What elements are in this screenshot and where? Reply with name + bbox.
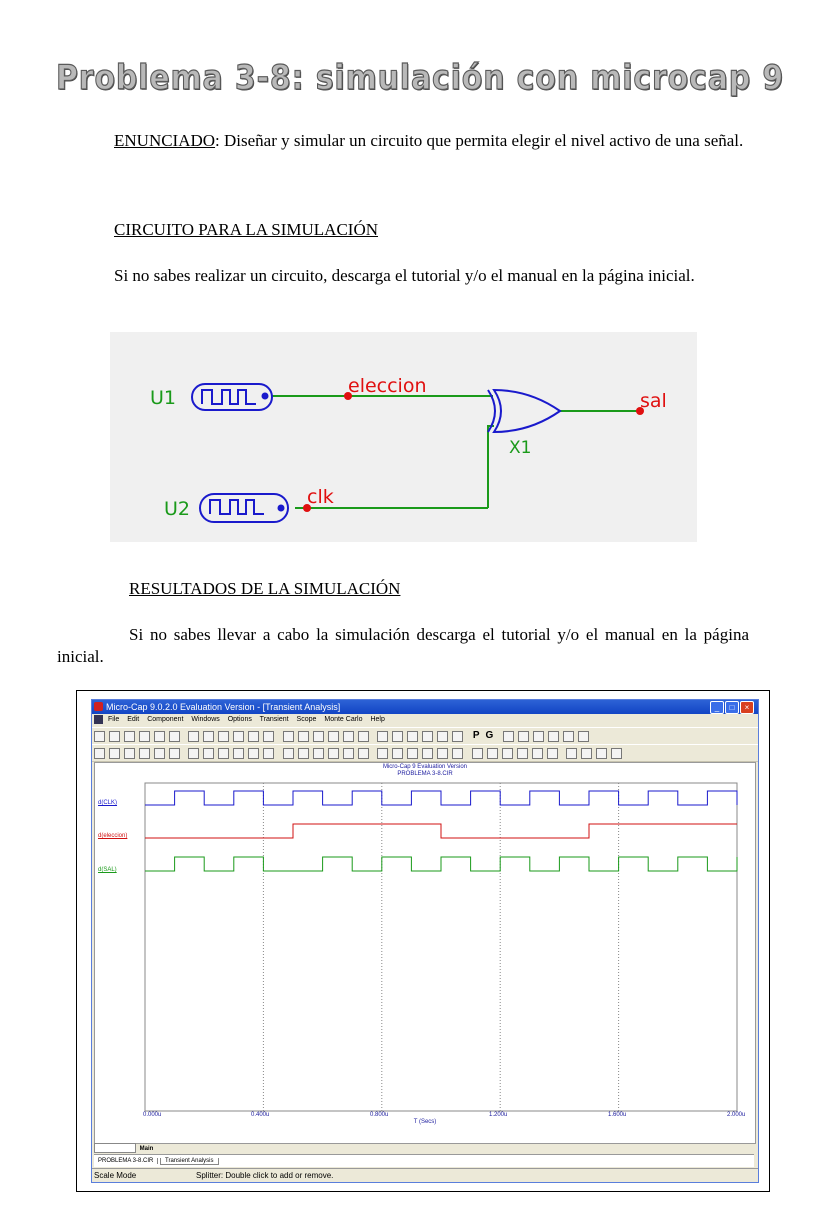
save-icon[interactable]	[124, 731, 135, 742]
wave-d-icon[interactable]	[472, 748, 483, 759]
x-tick-2: 0.800u	[370, 1112, 389, 1118]
save-all-icon[interactable]	[139, 731, 150, 742]
text-icon[interactable]	[169, 748, 180, 759]
schematic-svg	[110, 332, 697, 542]
trace-label-eleccion[interactable]: d(eleccion)	[98, 833, 128, 839]
enunciado-label: ENUNCIADO	[114, 131, 216, 150]
open-icon[interactable]	[109, 731, 120, 742]
waveform-chart	[95, 763, 755, 1143]
line-icon[interactable]	[233, 748, 244, 759]
scale-icon[interactable]	[124, 748, 135, 759]
menu-options[interactable]: Options	[227, 716, 252, 723]
print-icon[interactable]	[154, 731, 165, 742]
menu-scope[interactable]: Scope	[296, 716, 317, 723]
peak-icon[interactable]	[298, 748, 309, 759]
run-icon[interactable]	[188, 748, 199, 759]
toolbar-p-button[interactable]: P	[472, 730, 480, 741]
document-tabs	[94, 1154, 754, 1167]
trace-deleccion[interactable]	[145, 824, 737, 838]
tool-f-icon[interactable]	[578, 731, 589, 742]
flip-icon[interactable]	[298, 731, 309, 742]
enunciado-text: : Diseñar y simular un circuito que permita elegir el nivel activo de una señal.	[215, 131, 744, 150]
u1-source	[192, 384, 272, 410]
menu-file[interactable]: File	[107, 716, 120, 723]
right-icon[interactable]	[407, 748, 418, 759]
slope-icon[interactable]	[377, 748, 388, 759]
status-mode: Scale Mode	[94, 1171, 137, 1180]
resultados-paragraph	[57, 624, 749, 668]
toolbar-1	[92, 727, 758, 745]
close-button[interactable]: ×	[740, 701, 754, 714]
x-tick-1: 0.400u	[251, 1112, 270, 1118]
circuito-text: Si no sabes realizar un circuito, descarga el tutorial y/o el manual en la página inicial.	[114, 266, 695, 285]
point-icon[interactable]	[154, 748, 165, 759]
wave-c-icon[interactable]	[452, 748, 463, 759]
trace-dclk[interactable]	[145, 791, 737, 805]
zoom-in-icon[interactable]	[596, 748, 607, 759]
doc-tab-transient[interactable]: Transient Analysis	[160, 1158, 218, 1165]
u1-label: U1	[150, 387, 176, 409]
maximize-button[interactable]: □	[725, 701, 739, 714]
eleccion-label: eleccion	[348, 375, 427, 397]
wave-b-icon[interactable]	[437, 748, 448, 759]
zoom-out-icon[interactable]	[611, 748, 622, 759]
page-title: Problema 3-8: simulación con microcap 9	[56, 58, 785, 98]
u2-label: U2	[164, 498, 190, 520]
pause-icon[interactable]	[218, 748, 229, 759]
u1-pulse-icon	[202, 390, 256, 404]
plot-area	[94, 762, 756, 1144]
cut-icon[interactable]	[218, 731, 229, 742]
microcap-window	[91, 699, 759, 1183]
tab-scroll-buttons[interactable]	[94, 1143, 136, 1153]
high-icon[interactable]	[328, 748, 339, 759]
trace-label-sal[interactable]: d(SAL)	[98, 867, 117, 873]
menu-bar	[92, 714, 758, 726]
status-bar	[92, 1168, 758, 1182]
menu-transient[interactable]: Transient	[259, 716, 289, 723]
u2-source	[200, 494, 288, 522]
xor-gate-icon	[494, 390, 560, 432]
wave-j-icon[interactable]	[566, 748, 577, 759]
screenshot-frame	[76, 690, 770, 1192]
window-4-icon[interactable]	[422, 731, 433, 742]
clk-label: clk	[307, 486, 334, 508]
wave-a-icon[interactable]	[422, 748, 433, 759]
x-tick-4: 1.600u	[608, 1112, 627, 1118]
delete-icon[interactable]	[263, 731, 274, 742]
preview-icon[interactable]	[169, 731, 180, 742]
wave-h-icon[interactable]	[532, 748, 543, 759]
rotate-icon[interactable]	[313, 731, 324, 742]
window-2-icon[interactable]	[392, 731, 403, 742]
x-tick-3: 1.200u	[489, 1112, 508, 1118]
left-icon[interactable]	[392, 748, 403, 759]
tab-main[interactable]: Main	[139, 1145, 154, 1152]
tool-c-icon[interactable]	[533, 731, 544, 742]
doc-tab-circuit[interactable]: PROBLEMA 3-8.CIR	[94, 1158, 158, 1164]
menu-monte-carlo[interactable]: Monte Carlo	[324, 716, 363, 723]
window-3-icon[interactable]	[407, 731, 418, 742]
window-title: Micro-Cap 9.0.2.0 Evaluation Version - [Transient Analysis]	[106, 702, 341, 712]
x-tick-5: 2.000u	[727, 1112, 746, 1118]
toolbar-2	[92, 744, 758, 762]
menu-windows[interactable]: Windows	[191, 716, 220, 723]
tool-b-icon[interactable]	[518, 731, 529, 742]
tool-e-icon[interactable]	[563, 731, 574, 742]
menu-component[interactable]: Component	[147, 716, 184, 723]
stop-icon[interactable]	[203, 748, 214, 759]
paste-icon[interactable]	[248, 731, 259, 742]
select-icon[interactable]	[94, 748, 105, 759]
x-tick-0: 0.000u	[143, 1112, 162, 1118]
new-icon[interactable]	[94, 731, 105, 742]
circuito-heading: CIRCUITO PARA LA SIMULACIÓN	[114, 220, 379, 239]
window-titlebar	[92, 700, 758, 714]
circuito-paragraph	[57, 265, 749, 287]
circuit-schematic	[110, 332, 697, 542]
sal-label: sal	[640, 390, 667, 412]
menu-edit[interactable]: Edit	[127, 716, 140, 723]
doc-icon	[94, 715, 103, 724]
tool-d-icon[interactable]	[548, 731, 559, 742]
enunciado-paragraph	[57, 130, 749, 152]
app-icon	[94, 702, 103, 711]
trace-label-clk[interactable]: d(CLK)	[98, 800, 118, 806]
grid-icon[interactable]	[343, 731, 354, 742]
inflect-icon[interactable]	[358, 748, 369, 759]
u2-pin	[278, 505, 285, 512]
window-1-icon[interactable]	[377, 731, 388, 742]
snap-icon[interactable]	[358, 731, 369, 742]
copy-icon[interactable]	[233, 731, 244, 742]
sheet-tabs	[94, 1143, 754, 1153]
tile-icon[interactable]	[283, 748, 294, 759]
cursor-icon[interactable]	[139, 748, 150, 759]
split-icon[interactable]	[263, 748, 274, 759]
status-message: Splitter: Double click to add or remove.	[196, 1171, 334, 1180]
zoom-icon[interactable]	[109, 748, 120, 759]
window-5-icon[interactable]	[437, 731, 448, 742]
wave-k-icon[interactable]	[581, 748, 592, 759]
gate-label: X1	[509, 438, 532, 458]
u1-pin	[262, 393, 269, 400]
window-6-icon[interactable]	[452, 731, 463, 742]
plot-title-2: PROBLEMA 3-8.CIR	[397, 771, 453, 777]
undo-icon[interactable]	[188, 731, 199, 742]
low-icon[interactable]	[343, 748, 354, 759]
resultados-text: Si no sabes llevar a cabo la simulación descarga el tutorial y/o el manual en la página inicial.	[57, 625, 749, 666]
x-axis-label: T (Secs)	[413, 1119, 437, 1125]
menu-help[interactable]: Help	[370, 716, 385, 723]
tool-a-icon[interactable]	[503, 731, 514, 742]
wave-e-icon[interactable]	[487, 748, 498, 759]
wave-f-icon[interactable]	[502, 748, 513, 759]
u2-pulse-icon	[210, 500, 264, 514]
minimize-button[interactable]: _	[710, 701, 724, 714]
wave-g-icon[interactable]	[517, 748, 528, 759]
resultados-heading: RESULTADOS DE LA SIMULACIÓN	[129, 579, 401, 598]
wave-i-icon[interactable]	[547, 748, 558, 759]
valley-icon[interactable]	[313, 748, 324, 759]
plot-title-1: Micro-Cap 9 Evaluation Version	[382, 764, 468, 770]
trace-dsal[interactable]	[145, 857, 737, 871]
wire-clk-gate	[488, 426, 494, 508]
redo-icon[interactable]	[203, 731, 214, 742]
mirror-icon[interactable]	[328, 731, 339, 742]
diag-icon[interactable]	[248, 748, 259, 759]
toolbar-g-button[interactable]: G	[485, 730, 494, 741]
align-icon[interactable]	[283, 731, 294, 742]
